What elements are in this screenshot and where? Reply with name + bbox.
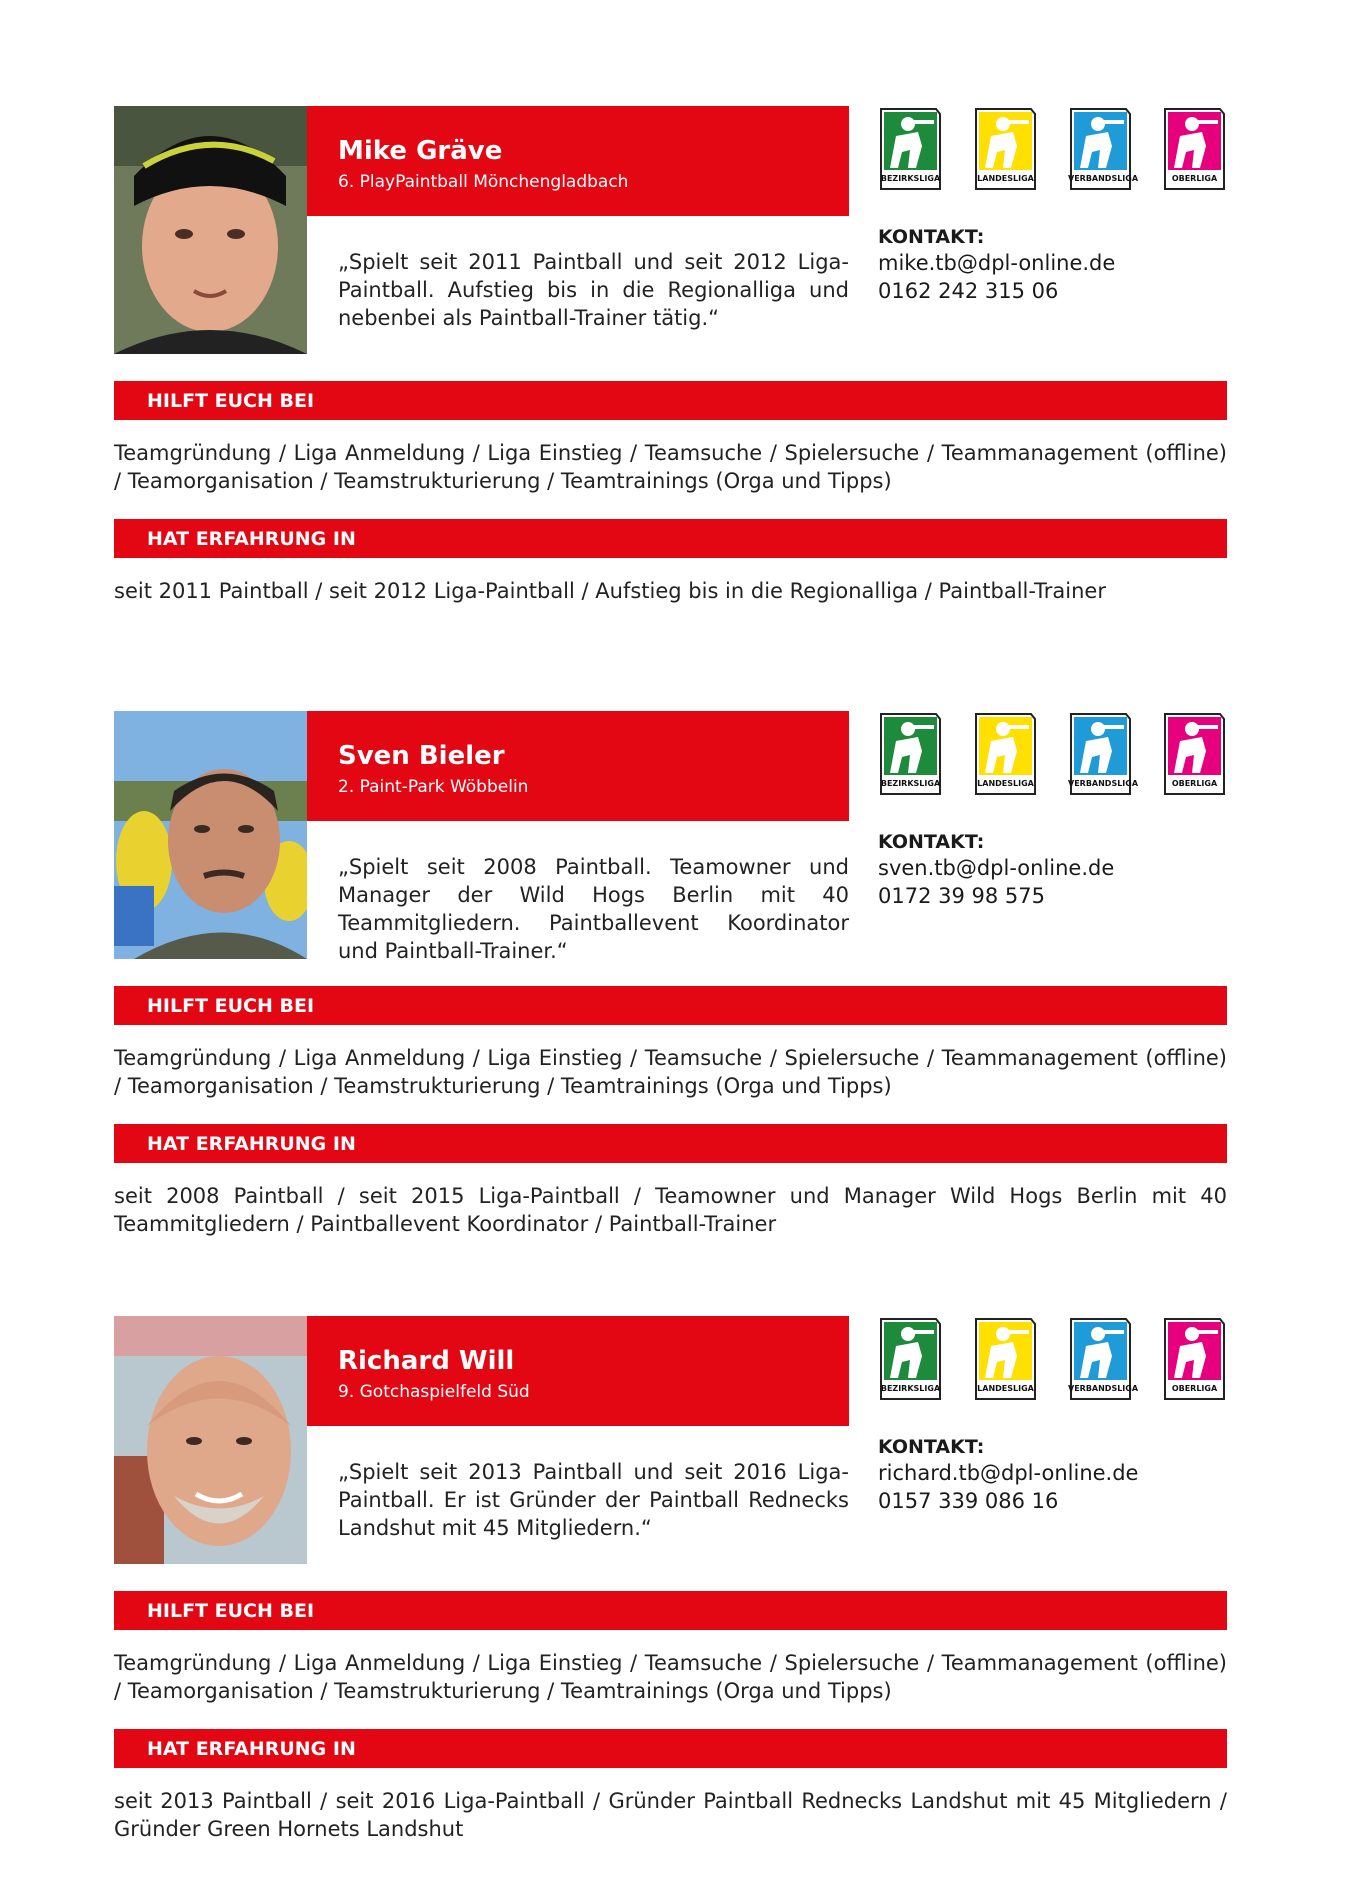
- trainer-team: 2. Paint-Park Wöbbelin: [338, 777, 529, 797]
- trainer-profile: [114, 106, 1227, 666]
- badge-label: OBERLIGA: [1171, 1384, 1218, 1393]
- profile-photo: [114, 106, 307, 354]
- badge-label: LANDESLIGA: [977, 779, 1034, 788]
- verbandsliga-badge: [1068, 711, 1139, 797]
- bezirksliga-badge: [878, 711, 943, 797]
- helps-text: Teamgründung / Liga Anmeldung / Liga Einstieg / Teamsuche / Spielersuche / Teammanagement (offline) / Teamorganisation / Teamstrukturierung / Teamtrainings (Orga und Tipps): [114, 1046, 1227, 1098]
- oberliga-badge: [1162, 1316, 1227, 1402]
- helps-text: Teamgründung / Liga Anmeldung / Liga Einstieg / Teamsuche / Spielersuche / Teammanagement (offline) / Teamorganisation / Teamstrukturierung / Teamtrainings (Orga und Tipps): [114, 1651, 1227, 1703]
- contact-phone: 0172 39 98 575: [878, 884, 1045, 908]
- league-badges: [878, 106, 1227, 192]
- experience-section-bar: [114, 1124, 1227, 1163]
- experience-text: seit 2013 Paintball / seit 2016 Liga-Paintball / Gründer Paintball Rednecks Landshut mit 45 Mitgliedern / Gründer Green Hornets Landshut: [114, 1789, 1227, 1841]
- experience-heading: HAT ERFAHRUNG IN: [147, 528, 356, 550]
- badge-label: OBERLIGA: [1171, 779, 1218, 788]
- oberliga-badge: [1162, 106, 1227, 192]
- experience-text: seit 2011 Paintball / seit 2012 Liga-Paintball / Aufstieg bis in die Regionalliga / Paintball-Trainer: [114, 579, 1106, 603]
- badge-label: VERBANDSLIGA: [1068, 174, 1139, 183]
- helps-heading: HILFT EUCH BEI: [147, 995, 315, 1017]
- contact-heading: KONTAKT:: [878, 226, 985, 248]
- trainer-quote: „Spielt seit 2008 Paintball. Teamowner und Manager der Wild Hogs Berlin mit 40 Teammitgliedern. Paintballevent Koordinator und Paintball-Trainer.“: [338, 855, 849, 963]
- helps-section-bar: [114, 381, 1227, 420]
- contact-heading: KONTAKT:: [878, 1436, 985, 1458]
- badge-label: LANDESLIGA: [977, 1384, 1034, 1393]
- contact-email-link[interactable]: sven.tb@dpl-online.de: [878, 856, 1115, 880]
- name-banner: [307, 1316, 849, 1426]
- experience-heading: HAT ERFAHRUNG IN: [147, 1738, 356, 1760]
- experience-section-bar: [114, 1729, 1227, 1768]
- trainer-quote: „Spielt seit 2013 Paintball und seit 2016 Liga-Paintball. Er ist Gründer der Paintball Rednecks Landshut mit 45 Mitgliedern.“: [338, 1460, 849, 1540]
- league-badges: [878, 711, 1227, 797]
- landesliga-badge: [973, 1316, 1038, 1402]
- contact-phone: 0162 242 315 06: [878, 279, 1059, 303]
- trainer-team: 6. PlayPaintball Mönchengladbach: [338, 172, 629, 192]
- bezirksliga-badge: [878, 106, 943, 192]
- badge-label: VERBANDSLIGA: [1068, 779, 1139, 788]
- experience-heading: HAT ERFAHRUNG IN: [147, 1133, 356, 1155]
- contact-email-link[interactable]: mike.tb@dpl-online.de: [878, 251, 1116, 275]
- trainer-profile: [114, 1316, 1227, 1876]
- badge-label: BEZIRKSLIGA: [880, 174, 941, 183]
- experience-text: seit 2008 Paintball / seit 2015 Liga-Paintball / Teamowner und Manager Wild Hogs Berlin mit 40 Teammitgliedern / Paintballevent Koordinator / Paintball-Trainer: [114, 1184, 1227, 1236]
- bezirksliga-badge: [878, 1316, 943, 1402]
- badge-label: BEZIRKSLIGA: [880, 1384, 941, 1393]
- badge-label: BEZIRKSLIGA: [880, 779, 941, 788]
- verbandsliga-badge: [1068, 1316, 1139, 1402]
- helps-heading: HILFT EUCH BEI: [147, 390, 315, 412]
- experience-section-bar: [114, 519, 1227, 558]
- contact-heading: KONTAKT:: [878, 831, 985, 853]
- oberliga-badge: [1162, 711, 1227, 797]
- league-badges: [878, 1316, 1227, 1402]
- landesliga-badge: [973, 106, 1038, 192]
- trainer-quote: „Spielt seit 2011 Paintball und seit 2012 Liga-Paintball. Aufstieg bis in die Regionalliga und nebenbei als Paintball-Trainer tätig.“: [338, 250, 849, 330]
- helps-text: Teamgründung / Liga Anmeldung / Liga Einstieg / Teamsuche / Spielersuche / Teammanagement (offline) / Teamorganisation / Teamstrukturierung / Teamtrainings (Orga und Tipps): [114, 441, 1227, 493]
- helps-section-bar: [114, 986, 1227, 1025]
- name-banner: [307, 106, 849, 216]
- verbandsliga-badge: [1068, 106, 1139, 192]
- badge-label: VERBANDSLIGA: [1068, 1384, 1139, 1393]
- badge-label: LANDESLIGA: [977, 174, 1034, 183]
- trainer-profile: [114, 711, 1227, 1271]
- helps-section-bar: [114, 1591, 1227, 1630]
- trainer-team: 9. Gotchaspielfeld Süd: [338, 1382, 530, 1402]
- trainer-name: Mike Gräve: [338, 136, 503, 166]
- badge-label: OBERLIGA: [1171, 174, 1218, 183]
- name-banner: [307, 711, 849, 821]
- landesliga-badge: [973, 711, 1038, 797]
- trainer-name: Sven Bieler: [338, 741, 505, 771]
- profile-photo: [114, 1316, 307, 1564]
- trainer-name: Richard Will: [338, 1346, 515, 1376]
- contact-email-link[interactable]: richard.tb@dpl-online.de: [878, 1461, 1139, 1485]
- helps-heading: HILFT EUCH BEI: [147, 1600, 315, 1622]
- contact-phone: 0157 339 086 16: [878, 1489, 1059, 1513]
- profile-photo: [114, 711, 307, 959]
